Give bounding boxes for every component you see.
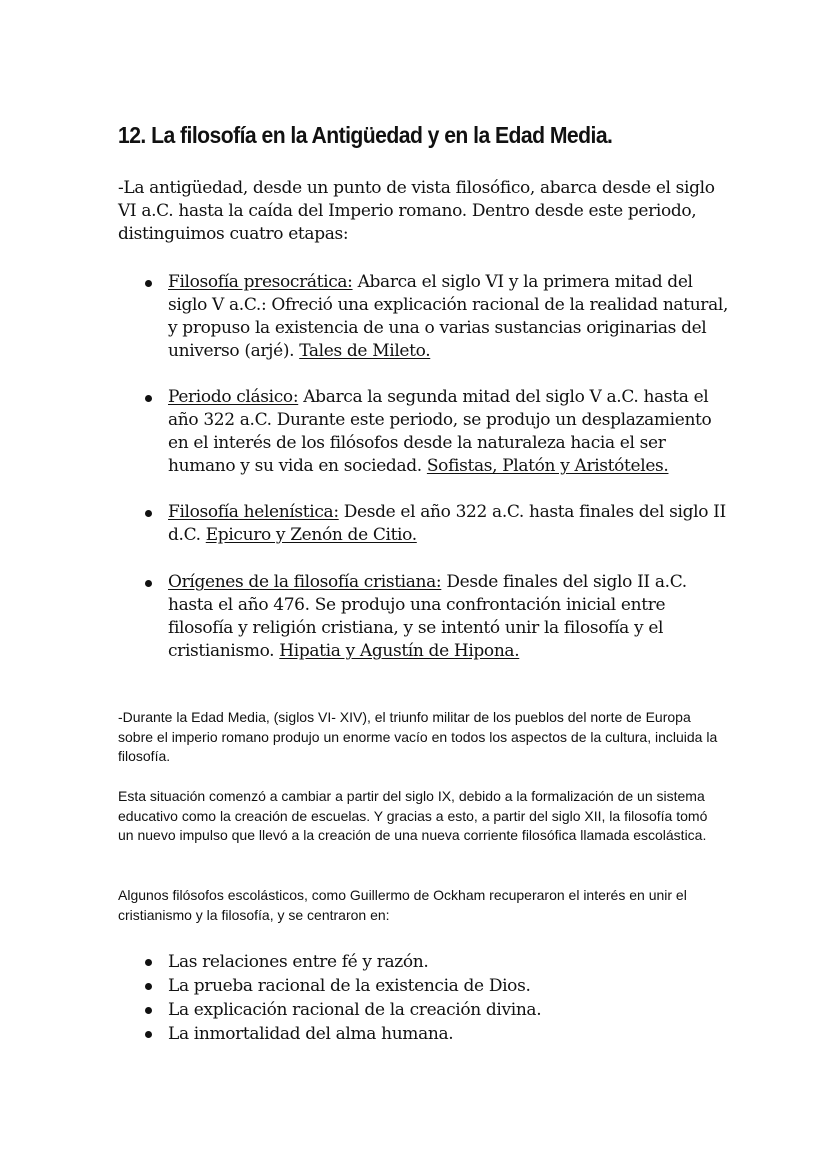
page-title: 12. La filosofía en la Antigüedad y en la Edad Media. xyxy=(118,122,613,148)
middle-ages-paragraph-1: -Durante la Edad Media, (siglos VI- XIV), el triunfo militar de los pueblos del norte de Europa sobre el imperio romano produjo un enorme vacío en todos los aspectos de la cultura, incluida la filosofía. xyxy=(118,709,718,764)
topics-list xyxy=(168,950,728,1046)
stage-title: Periodo clásico: xyxy=(168,387,299,407)
stage-philosophers: Sofistas, Platón y Aristóteles. xyxy=(426,456,669,476)
middle-ages-paragraph-3: Algunos filósofos escolásticos, como Guillermo de Ockham recuperaron el interés en unir el cristianismo y la filosofía, y se centraron en: xyxy=(118,887,687,923)
list-item xyxy=(168,571,728,663)
stage-title: Filosofía helenística: xyxy=(168,502,339,522)
list-item xyxy=(168,386,728,478)
stage-text: Desde finales del siglo II a.C. hasta el año 476. Se produjo una confrontación inicial entre filosofía y religión cristiana, y se intentó unir la filosofía y el cristianismo. xyxy=(168,572,687,661)
stage-title: Orígenes de la filosofía cristiana: xyxy=(168,572,442,592)
list-item: La inmortalidad del alma humana. xyxy=(168,1022,728,1046)
stage-title: Filosofía presocrática: xyxy=(168,272,353,292)
list-item: La prueba racional de la existencia de Dios. xyxy=(168,974,728,998)
stages-list-4 xyxy=(168,571,728,663)
intro-paragraph: -La antigüedad, desde un punto de vista filosófico, abarca desde el siglo VI a.C. hasta la caída del Imperio romano. Dentro desde este periodo, distinguimos cuatro etapas: xyxy=(118,178,715,244)
list-item: Las relaciones entre fé y razón. xyxy=(168,950,728,974)
list-item xyxy=(168,501,728,547)
list-item xyxy=(168,271,728,363)
stages-list-1 xyxy=(168,271,728,363)
stages-list-3 xyxy=(168,501,728,547)
stage-text: Abarca la segunda mitad del siglo V a.C. hasta el año 322 a.C. Durante este periodo, se produjo un desplazamiento en el interés de los filósofos desde la naturaleza hacia el ser humano y su vida en sociedad. xyxy=(168,387,712,476)
middle-ages-paragraph-2: Esta situación comenzó a cambiar a partir del siglo IX, debido a la formalización de un sistema educativo como la creación de escuelas. Y gracias a esto, a partir del siglo XII, la filosofía tomó un nuevo impulso que llevó a la creación de una nueva corriente filosófica llamada escolástica. xyxy=(118,788,708,843)
stages-list-2 xyxy=(168,386,728,478)
stage-philosophers: Epicuro y Zenón de Citio. xyxy=(205,525,417,545)
stage-text: Abarca el siglo VI y la primera mitad del siglo V a.C.: Ofreció una explicación racional de la realidad natural, y propuso la existencia de una o varias sustancias originarias del universo (arjé). xyxy=(168,272,729,361)
stage-text: Desde el año 322 a.C. hasta finales del siglo II d.C. xyxy=(168,502,726,545)
list-item: La explicación racional de la creación divina. xyxy=(168,998,728,1022)
stage-philosophers: Tales de Mileto. xyxy=(299,341,431,361)
stage-philosophers: Hipatia y Agustín de Hipona. xyxy=(279,641,520,661)
